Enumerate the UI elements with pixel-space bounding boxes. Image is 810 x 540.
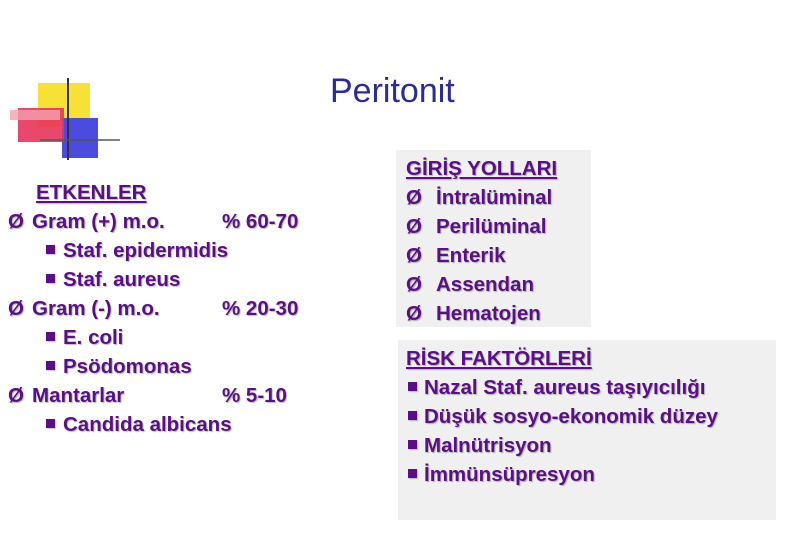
risk-item: Nazal Staf. aureus taşıyıcılığı	[424, 376, 706, 399]
list-item	[8, 410, 368, 439]
candida-label: Candida albicans	[63, 413, 232, 436]
list-item	[396, 241, 591, 270]
list-item	[8, 381, 368, 410]
list-item	[398, 460, 776, 489]
list-item	[396, 270, 591, 299]
square-bullet-icon	[408, 382, 417, 391]
page-title: Peritonit	[330, 72, 455, 110]
arrow-bullet-icon: Ø	[8, 384, 24, 407]
arrow-bullet-icon: Ø	[8, 297, 24, 320]
staf-aureus-label: Staf. aureus	[63, 268, 181, 291]
risk-faktorleri-box	[398, 340, 776, 520]
risk-heading-row	[398, 340, 776, 369]
etkenler-heading-row	[8, 178, 368, 207]
arrow-bullet-icon: Ø	[406, 302, 422, 325]
list-item	[8, 294, 368, 323]
list-item	[396, 212, 591, 241]
risk-item: İmmünsüpresyon	[424, 463, 595, 486]
square-bullet-icon	[46, 419, 55, 428]
risk-item: Düşük sosyo-ekonomik düzey	[424, 405, 718, 428]
square-bullet-icon	[408, 440, 417, 449]
ecoli-label: E. coli	[63, 326, 124, 349]
list-item	[8, 265, 368, 294]
gram-neg-label: Gram (-) m.o.	[32, 297, 160, 320]
list-item	[8, 323, 368, 352]
risk-heading: RİSK FAKTÖRLERİ	[406, 347, 592, 370]
list-item	[398, 373, 776, 402]
square-bullet-icon	[46, 332, 55, 341]
risk-item: Malnütrisyon	[424, 434, 552, 457]
arrow-bullet-icon: Ø	[406, 273, 422, 296]
list-item	[8, 207, 368, 236]
etkenler-heading: ETKENLER	[36, 181, 147, 204]
list-item	[396, 299, 591, 328]
etkenler-section	[8, 178, 368, 439]
square-bullet-icon	[46, 361, 55, 370]
list-item	[8, 352, 368, 381]
list-item	[398, 431, 776, 460]
square-bullet-icon	[408, 469, 417, 478]
giris-item: Hematojen	[436, 302, 541, 325]
giris-item: Enterik	[436, 244, 506, 267]
arrow-bullet-icon: Ø	[8, 210, 24, 233]
arrow-bullet-icon: Ø	[406, 244, 422, 267]
giris-item: Assendan	[436, 273, 534, 296]
giris-heading-row	[396, 150, 591, 179]
staf-epidermidis-label: Staf. epidermidis	[63, 239, 229, 262]
mantarlar-label: Mantarlar	[32, 384, 125, 407]
giris-item: İntralüminal	[436, 186, 553, 209]
square-bullet-icon	[46, 274, 55, 283]
gram-pos-percent: % 60-70	[222, 210, 299, 233]
giris-item: Perilüminal	[436, 215, 547, 238]
arrow-bullet-icon: Ø	[406, 186, 422, 209]
psodomonas-label: Psödomonas	[63, 355, 192, 378]
gram-neg-percent: % 20-30	[222, 297, 299, 320]
arrow-bullet-icon: Ø	[406, 215, 422, 238]
square-bullet-icon	[408, 411, 417, 420]
giris-yollari-box	[396, 150, 591, 327]
list-item	[396, 183, 591, 212]
gram-pos-label: Gram (+) m.o.	[32, 210, 165, 233]
list-item	[398, 402, 776, 431]
list-item	[8, 236, 368, 265]
decorative-logo	[0, 0, 120, 170]
mantarlar-percent: % 5-10	[222, 384, 287, 407]
square-bullet-icon	[46, 245, 55, 254]
giris-heading: GİRİŞ YOLLARI	[406, 157, 558, 180]
